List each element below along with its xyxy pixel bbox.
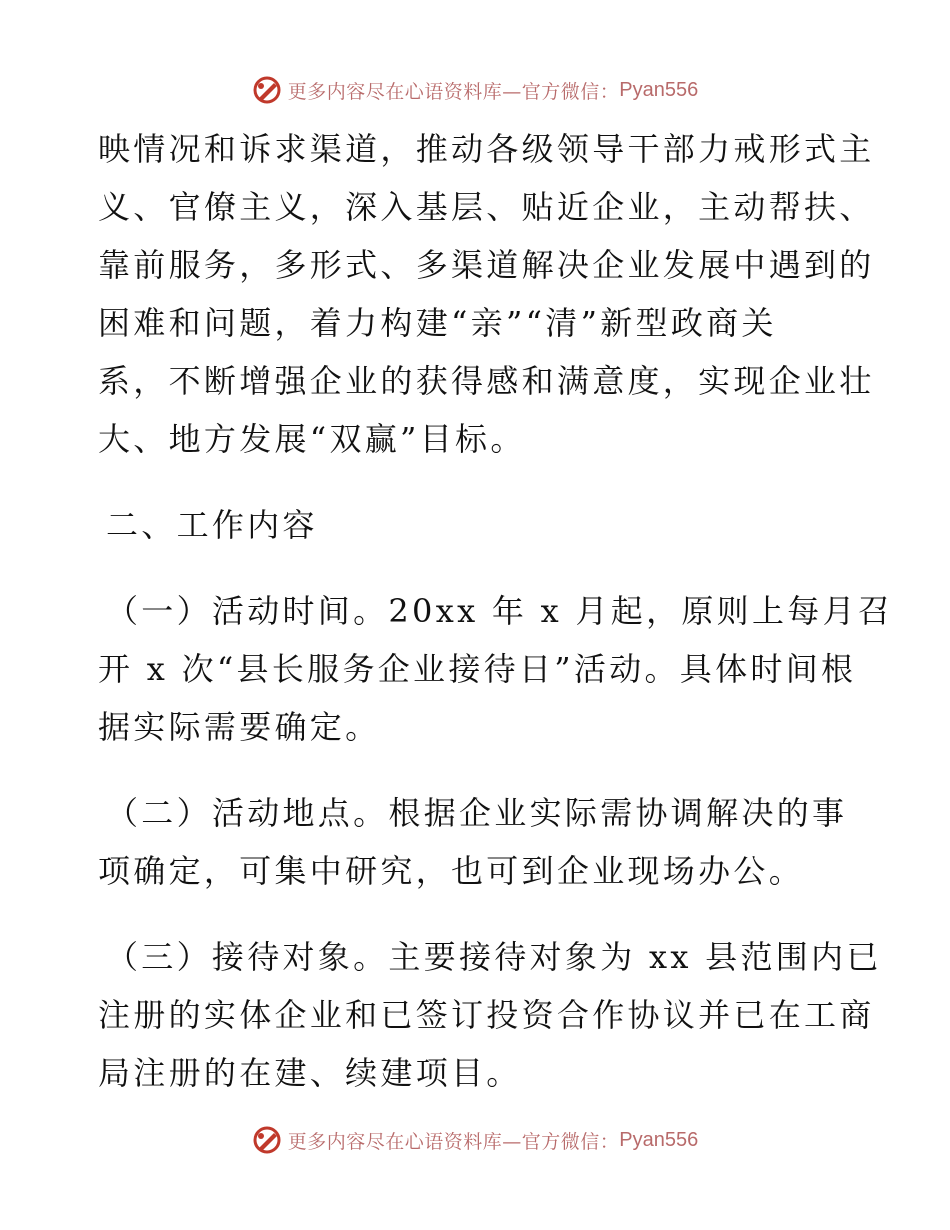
text-line: 系，不断增强企业的获得感和满意度，实现企业壮 [98, 362, 875, 400]
header-watermark [0, 70, 950, 110]
text-line: 困难和问题，着力构建“亲”“清”新型政商关 [98, 304, 777, 342]
text-line: 映情况和诉求渠道，推动各级领导干部力戒形式主 [98, 130, 875, 168]
text-line: 开 x 次“县长服务企业接待日”活动。具体时间根 [98, 650, 857, 688]
text-line: 义、官僚主义，深入基层、贴近企业，主动帮扶、 [98, 188, 875, 226]
text-line: （一）活动时间。20xx 年 x 月起，原则上每月召 [106, 592, 894, 630]
watermark-wechat-id: Pyan556 [619, 1128, 699, 1151]
brush-logo-icon [252, 1125, 282, 1155]
text-line: 靠前服务，多形式、多渠道解决企业发展中遇到的 [98, 246, 875, 284]
watermark-wechat-id: Pyan556 [619, 78, 699, 101]
text-line: （二）活动地点。根据企业实际需协调解决的事 [106, 794, 848, 832]
text-line: （三）接待对象。主要接待对象为 xx 县范围内已 [106, 938, 882, 976]
text-line: 据实际需要确定。 [98, 708, 381, 746]
brush-logo-icon [252, 75, 282, 105]
footer-watermark [0, 1120, 950, 1160]
text-line: 大、地方发展“双赢”目标。 [98, 420, 526, 458]
watermark-text: 更多内容尽在心语资料库—官方微信： [287, 1130, 620, 1153]
text-line: 注册的实体企业和已签订投资合作协议并已在工商 [98, 996, 875, 1034]
watermark-text: 更多内容尽在心语资料库—官方微信： [287, 80, 620, 103]
paragraph-item-2 [98, 784, 858, 900]
document-body [98, 120, 894, 1102]
paragraph-item-1 [98, 582, 894, 756]
section-heading: 二、工作内容 [106, 506, 318, 544]
text-line: 局注册的在建、续建项目。 [98, 1054, 522, 1092]
paragraph-item-3 [98, 928, 882, 1102]
text-line: 项确定，可集中研究，也可到企业现场办公。 [98, 852, 805, 890]
paragraph-intro [98, 120, 875, 468]
